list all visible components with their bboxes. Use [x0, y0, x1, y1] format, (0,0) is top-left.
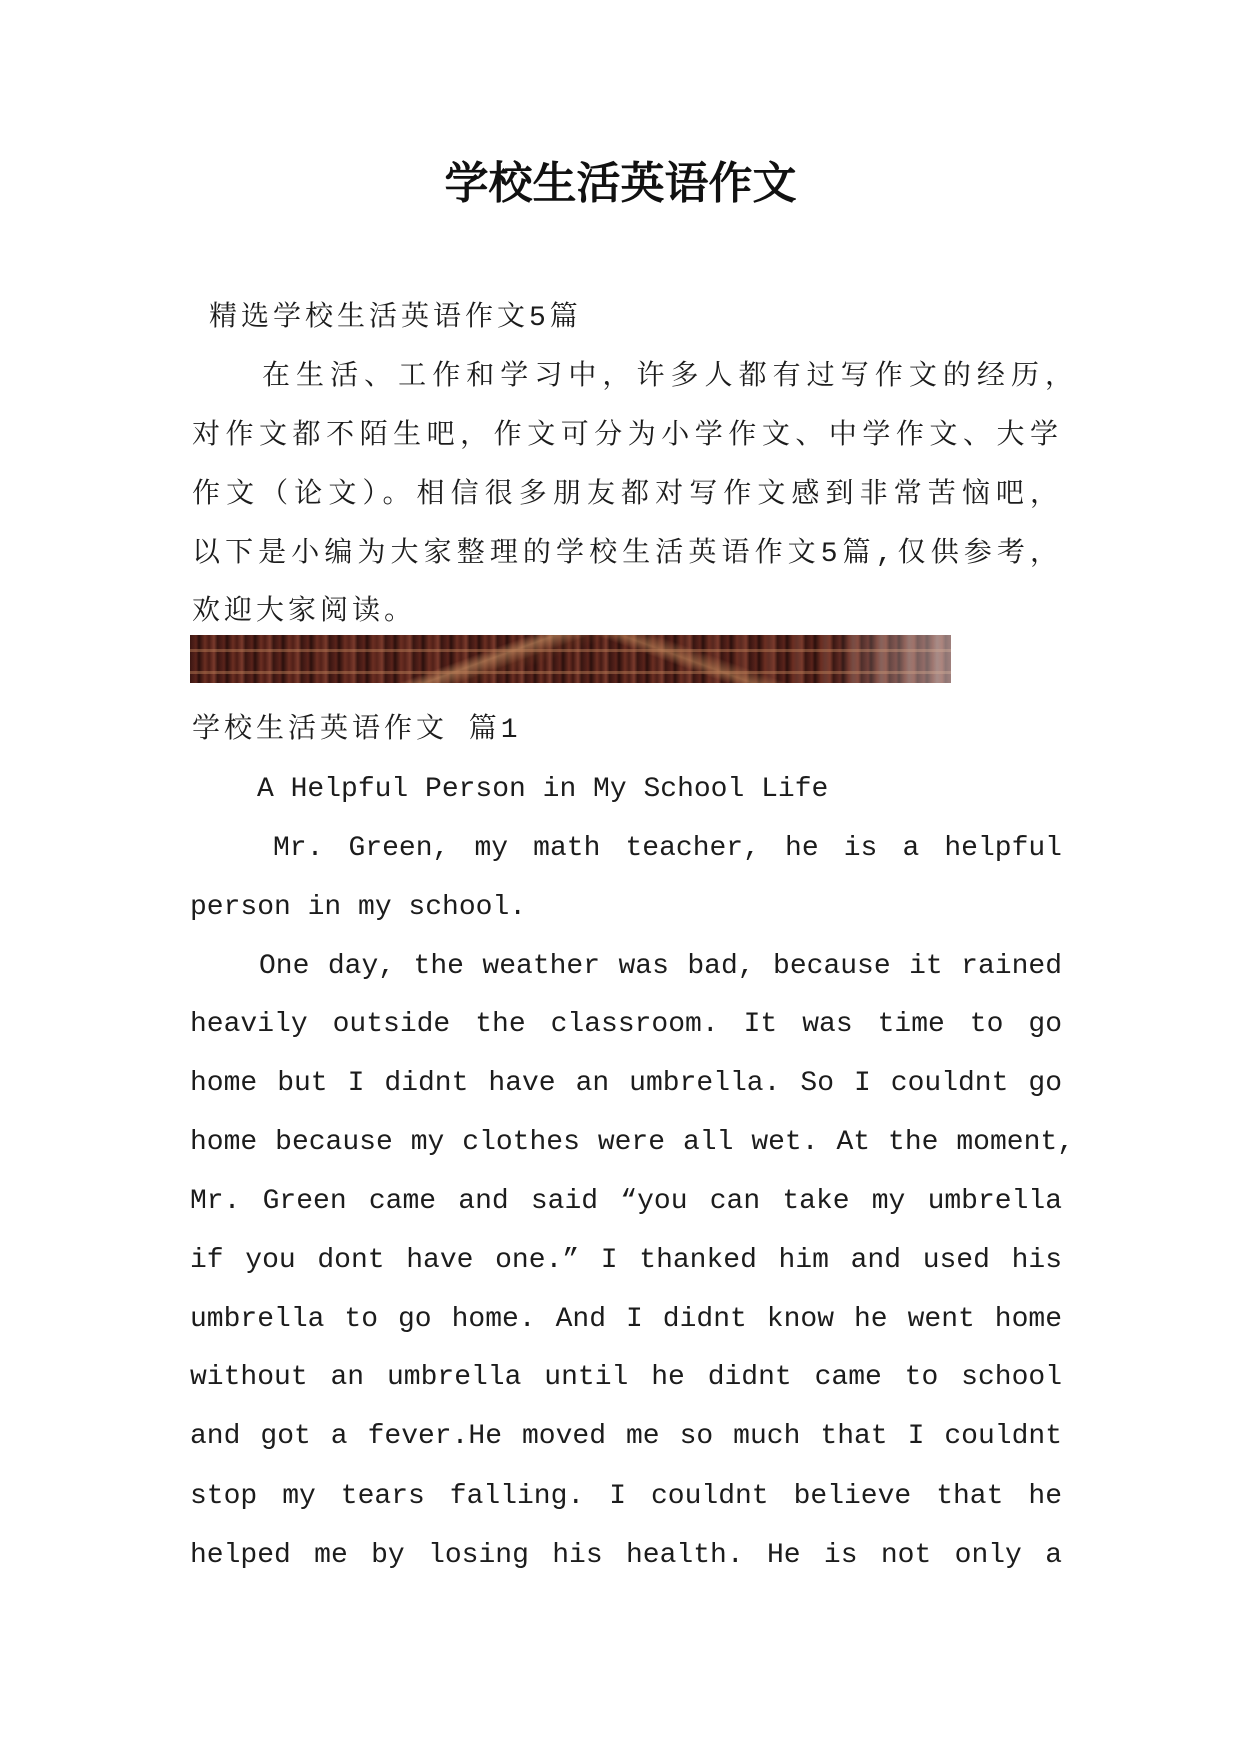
- essay-line: and got a fever.He moved me so much that I couldnt: [190, 1421, 1062, 1452]
- essay-line: person in my school.: [190, 892, 527, 923]
- essay-line: without an umbrella until he didnt came to school: [190, 1362, 1062, 1393]
- essay-line: home because my clothes were all wet. At the moment,: [190, 1127, 1074, 1158]
- essay-line: heavily outside the classroom. It was time to go: [190, 1009, 1062, 1040]
- essay-line: home but I didnt have an umbrella. So I couldnt go: [190, 1068, 1062, 1099]
- document-title: 学校生活英语作文: [444, 158, 797, 209]
- intro-line: 在生活、工作和学习中，许多人都有过写作文的经历，: [262, 362, 1077, 393]
- section-heading: 学校生活英语作文 篇1: [192, 715, 522, 746]
- intro-line: 对作文都不陌生吧，作文可分为小学作文、中学作文、大学: [192, 421, 1062, 452]
- essay-line: Mr. Green, my math teacher, he is a helpful: [273, 833, 1062, 864]
- essay-line: One day, the weather was bad, because it rained: [259, 951, 1062, 982]
- intro-line: 欢迎大家阅读。: [192, 597, 417, 628]
- intro-line: 作文（论文）。相信很多朋友都对写作文感到非常苦恼吧，: [192, 480, 1062, 511]
- document-subtitle: 精选学校生活英语作文5篇: [209, 303, 582, 334]
- banner-light-patch: [831, 635, 951, 683]
- essay-line: stop my tears falling. I couldnt believe that he: [190, 1481, 1062, 1512]
- intro-line: 以下是小编为大家整理的学校生活英语作文5篇,仅供参考，: [192, 539, 1062, 570]
- essay-line: if you dont have one.” I thanked him and used his: [190, 1245, 1062, 1276]
- essay-title: A Helpful Person in My School Life: [257, 774, 829, 805]
- essay-line: Mr. Green came and said “you can take my umbrella: [190, 1186, 1062, 1217]
- library-banner-image: [190, 635, 951, 683]
- essay-line: umbrella to go home. And I didnt know he went home: [190, 1304, 1062, 1335]
- essay-line: helped me by losing his health. He is not only a: [190, 1540, 1062, 1571]
